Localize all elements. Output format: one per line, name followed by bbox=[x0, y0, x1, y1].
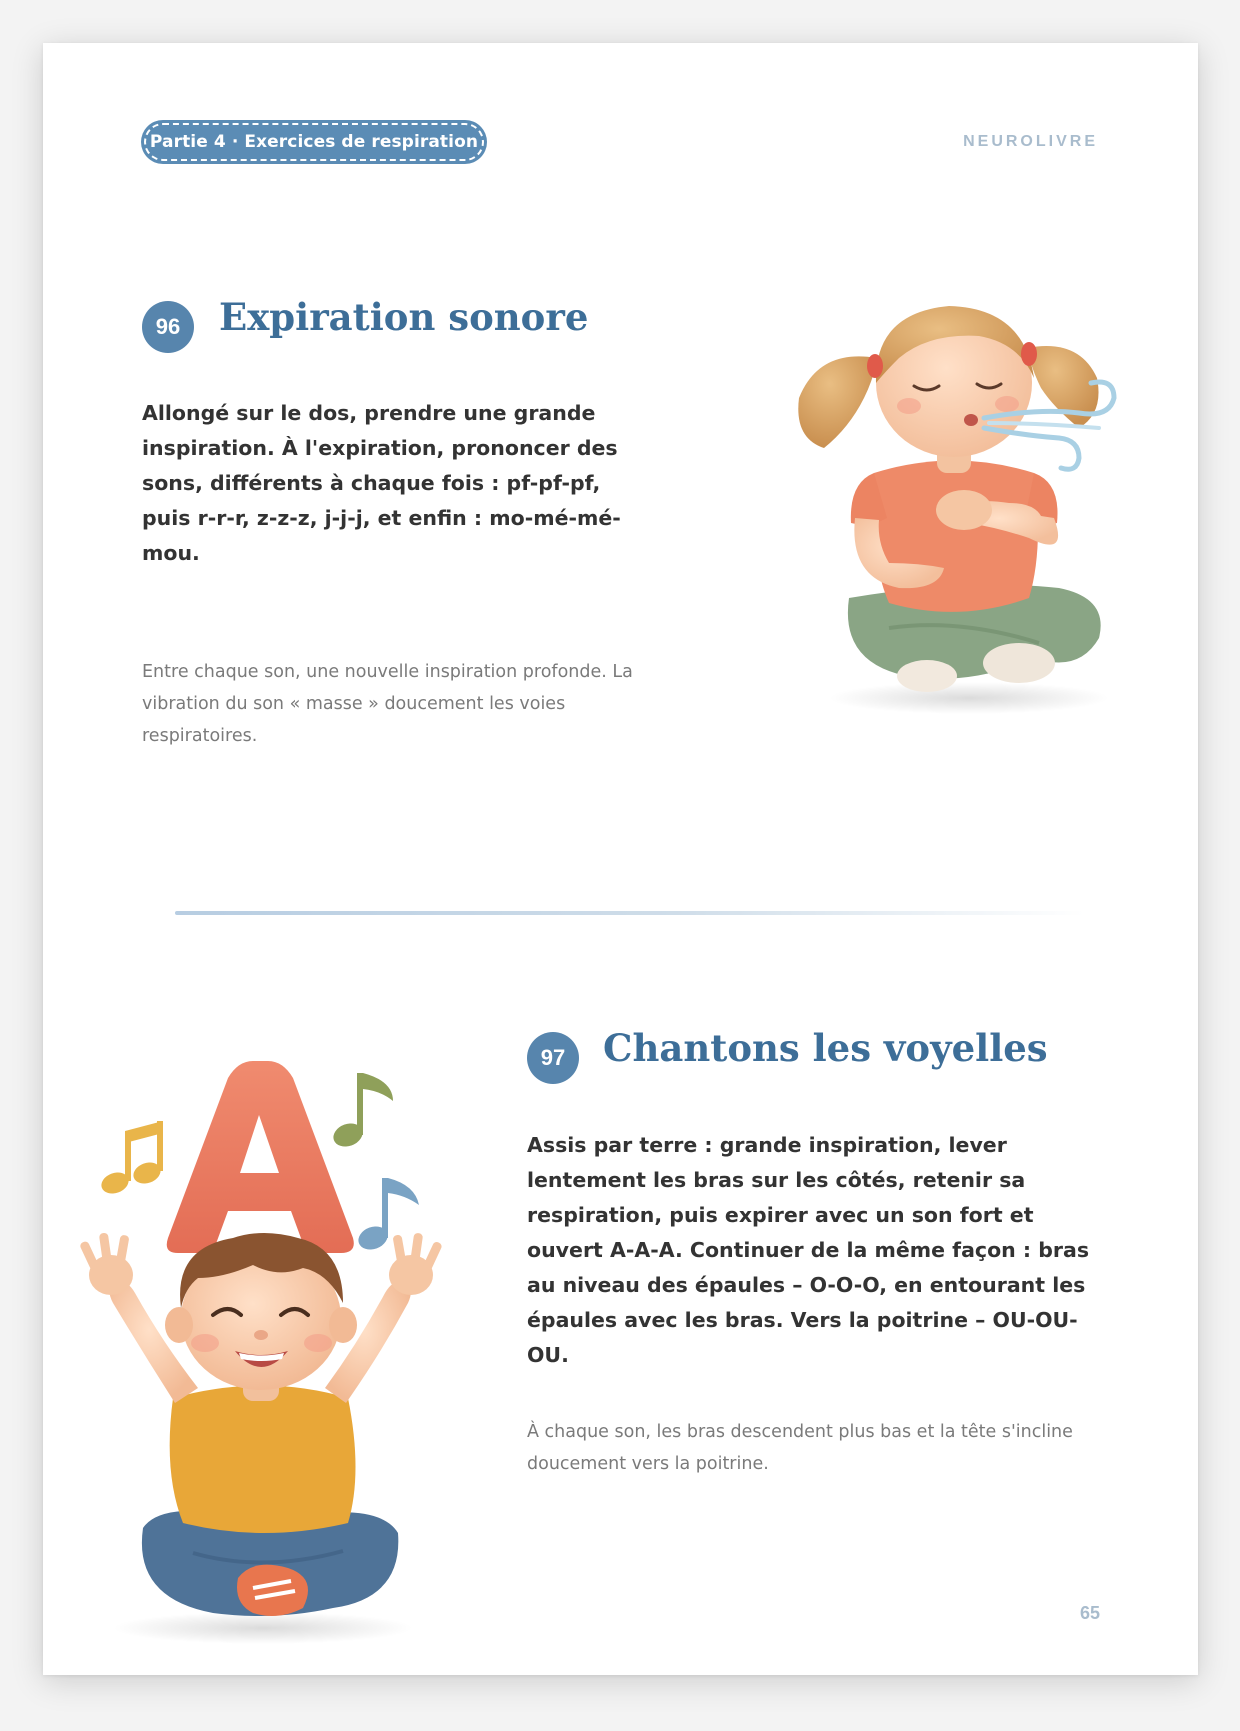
section-tag bbox=[141, 120, 487, 164]
section-tag-label: Partie 4 · Exercices de respiration bbox=[144, 123, 484, 161]
exercise-note: À chaque son, les bras descendent plus bas et la tête s'incline doucement vers la poitrine. bbox=[527, 1422, 1073, 1474]
girl-breathing-out-illustration bbox=[779, 278, 1169, 718]
exercise-title: Chantons les voyelles bbox=[603, 1026, 1048, 1070]
exercise-instructions: Assis par terre : grande inspiration, lever lentement les bras sur les côtés, retenir sa respiration, puis expirer avec un son fort et ouvert A-A-A. Continuer de la même façon : bras au niveau des épaules – O-O-O, en entourant les épaules avec les bras. Vers la poitrine – OU-OU-OU. bbox=[527, 1133, 1090, 1367]
exercise-instructions: Allongé sur le dos, prendre une grande inspiration. À l'expiration, prononcer des sons, différents à chaque fois : pf-pf-pf, puis r-r-r, z-z-z, j-j-j, et enfin : mo-mé-mé-mou. bbox=[142, 401, 621, 565]
exercise-number-badge: 96 bbox=[142, 301, 194, 353]
boy-singing-vowels-illustration bbox=[63, 1053, 463, 1653]
brand-name: NEUROLIVRE bbox=[963, 133, 1098, 150]
exercise-title: Expiration sonore bbox=[219, 295, 589, 339]
exercise-note: Entre chaque son, une nouvelle inspiration profonde. La vibration du son « masse » doucement les voies respiratoires. bbox=[142, 662, 633, 746]
page-number: 65 bbox=[1079, 1603, 1100, 1623]
section-divider bbox=[175, 911, 1085, 915]
exercise-number-badge: 97 bbox=[527, 1032, 579, 1084]
book-page bbox=[43, 43, 1198, 1675]
